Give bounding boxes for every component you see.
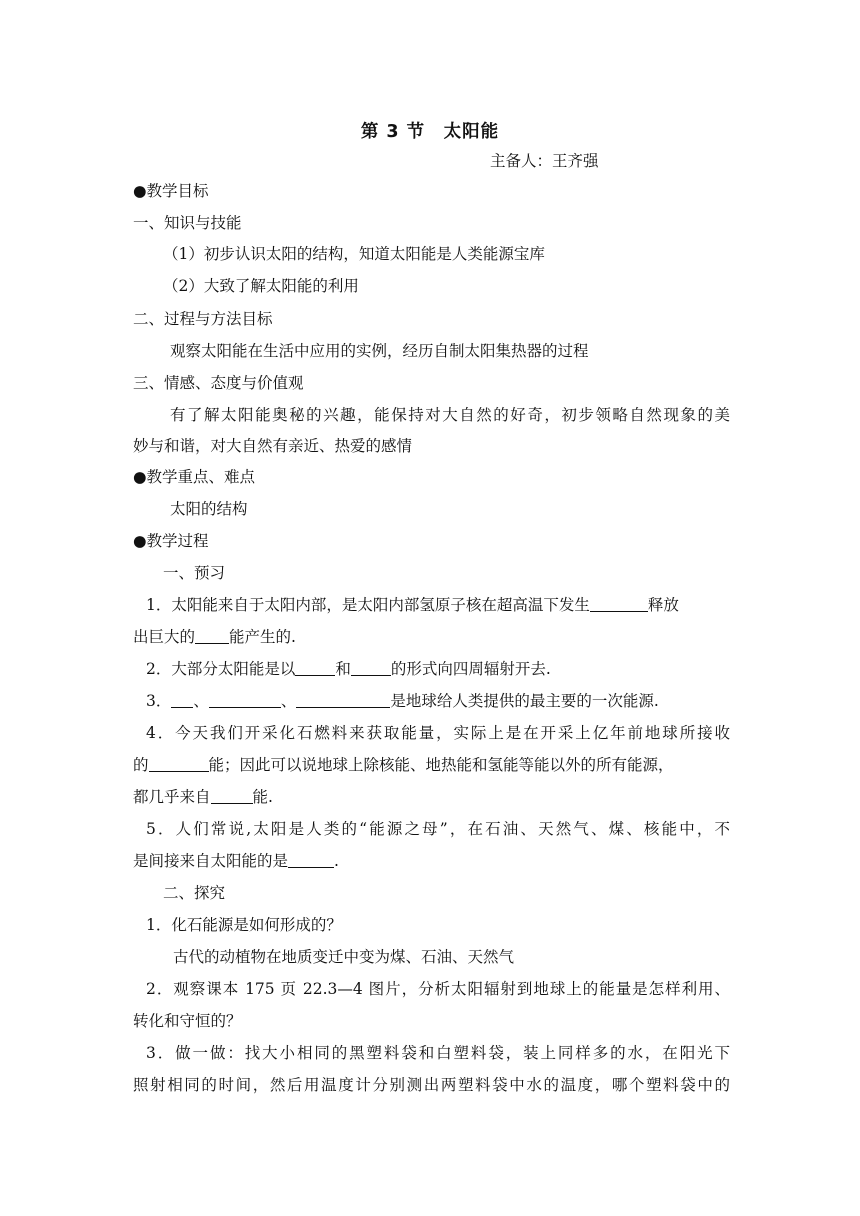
question-5-text-c: . <box>334 852 339 870</box>
question-5-line-1: 5．人们常说,太阳是人类的“能源之母”，在石油、天然气、煤、核能中，不 <box>146 820 730 838</box>
process-heading: ●教学过程 <box>133 532 209 550</box>
question-3-text-d: 是地球给人类提供的最主要的一次能源. <box>390 692 659 710</box>
explore-question-2-line-2: 转化和守恒的？ <box>133 1012 242 1030</box>
part-explore-heading: 二、探究 <box>163 884 226 902</box>
question-5-line-2 <box>133 851 730 871</box>
part-preview-heading: 一、预习 <box>163 564 226 582</box>
objective-item-2: （2）大致了解太阳能的利用 <box>163 277 359 295</box>
attitude-text-line-2: 妙与和谐，对大自然有亲近、热爱的感情 <box>133 437 413 455</box>
question-2-text-a: 2．大部分太阳能是以 <box>146 660 296 678</box>
fill-blank[interactable] <box>195 627 229 644</box>
question-3-text-a: 3． <box>146 692 172 710</box>
question-4-text-b: 的 <box>133 756 149 774</box>
question-1-text-b: 释放 <box>647 596 679 614</box>
key-points-text: 太阳的结构 <box>170 500 248 518</box>
question-1-line-1 <box>146 595 730 615</box>
question-4-text-d: 都几乎来自 <box>133 788 211 806</box>
explore-question-2-line-1: 2．观察课本 175 页 22.3—4 图片，分析太阳辐射到地球上的能量是怎样利用、 <box>146 980 730 998</box>
fill-blank[interactable] <box>295 659 335 676</box>
question-1-line-2 <box>133 627 730 647</box>
attitude-text-line-1: 有了解太阳能奥秘的兴趣，能保持对大自然的好奇，初步领略自然现象的美 <box>170 406 730 424</box>
question-2 <box>146 659 730 679</box>
page-title: 第 3 节 太阳能 <box>360 122 500 142</box>
fill-blank[interactable] <box>171 691 193 708</box>
question-1-text-c: 出巨大的 <box>133 628 196 646</box>
question-5-text-b: 是间接来自太阳能的是 <box>133 852 289 870</box>
question-4-line-1: 4．今天我们开采化石燃料来获取能量，实际上是在开采上亿年前地球所接收 <box>146 724 730 742</box>
fill-blank[interactable] <box>590 595 648 612</box>
fill-blank[interactable] <box>288 851 334 868</box>
section-attitude-values: 三、情感、态度与价值观 <box>133 374 304 392</box>
question-4-text-e: 能. <box>252 788 273 806</box>
question-1-text-a: 1．太阳能来自于太阳内部，是太阳内部氢原子核在超高温下发生 <box>146 596 590 614</box>
question-1-text-d: 能产生的. <box>229 628 296 646</box>
question-3-sep-2: 、 <box>280 692 297 710</box>
question-2-text-b: 和 <box>335 660 351 678</box>
section-process-methods: 二、过程与方法目标 <box>133 310 273 328</box>
fill-blank[interactable] <box>211 787 253 804</box>
question-2-text-c: 的形式向四周辐射开去. <box>390 660 551 678</box>
question-4-line-2 <box>133 755 730 775</box>
explore-question-1: 1．化石能源是如何形成的？ <box>146 916 342 934</box>
objective-item-1: （1）初步认识太阳的结构，知道太阳能是人类能源宝库 <box>163 245 545 263</box>
fill-blank[interactable] <box>209 691 281 708</box>
fill-blank[interactable] <box>296 691 390 708</box>
key-points-heading: ●教学重点、难点 <box>133 468 256 486</box>
explore-question-3-line-2: 照射相同的时间，然后用温度计分别测出两塑料袋中水的温度，哪个塑料袋中的 <box>133 1076 730 1094</box>
explore-question-3-line-1: 3．做一做：找大小相同的黑塑料袋和白塑料袋，装上同样多的水，在阳光下 <box>146 1044 730 1062</box>
question-3-sep-1: 、 <box>193 692 209 710</box>
question-4-line-3 <box>133 787 730 807</box>
process-methods-text: 观察太阳能在生活中应用的实例，经历自制太阳集热器的过程 <box>170 342 589 360</box>
author-line: 主备人：王齐强 <box>490 152 599 170</box>
question-3 <box>146 691 730 711</box>
objectives-heading: ●教学目标 <box>133 182 209 200</box>
explore-answer-1: 古代的动植物在地质变迁中变为煤、石油、天然气 <box>173 948 515 966</box>
question-4-text-c: 能；因此可以说地球上除核能、地热能和氢能等能以外的所有能源， <box>208 756 674 774</box>
fill-blank[interactable] <box>149 755 209 772</box>
section-knowledge-skills: 一、知识与技能 <box>133 214 242 232</box>
fill-blank[interactable] <box>351 659 391 676</box>
